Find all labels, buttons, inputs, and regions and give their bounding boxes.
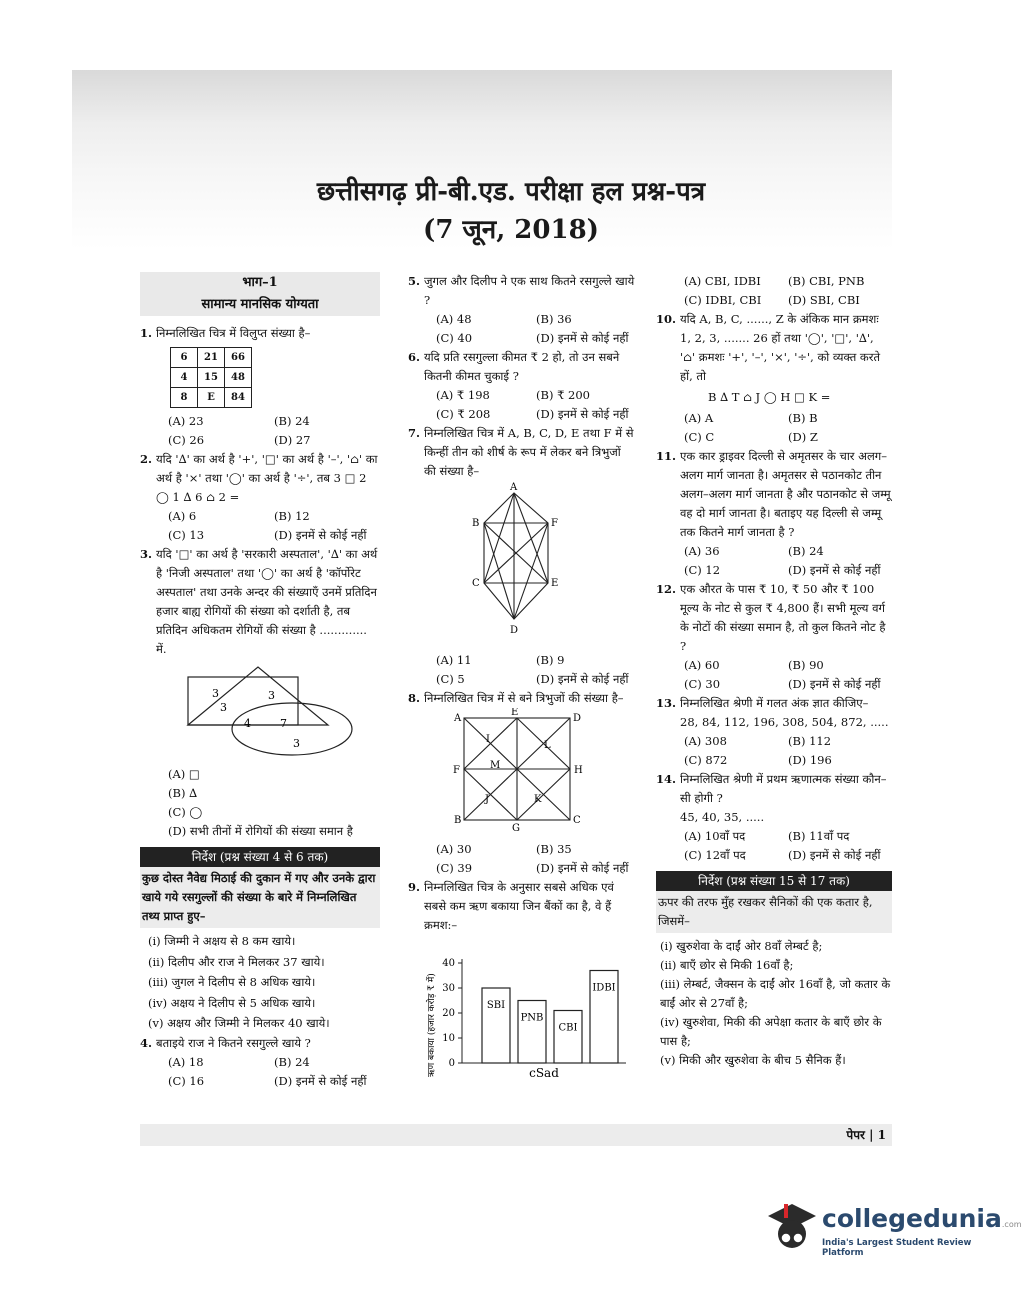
option: (C) 16 <box>168 1073 205 1088</box>
question-text: यदि '∆' का अर्थ है '+', '□' का अर्थ है '–', '⌂' का अर्थ है '×' तथा '◯' का अर्थ है '÷', तब 3 □ 2 ◯ 1 ∆ 6 ⌂ 2 = <box>156 452 378 504</box>
question-number: 3. <box>140 547 153 561</box>
option: (B) ₹ 200 <box>536 388 591 402</box>
question-number: 13. <box>656 696 677 710</box>
option: (C) 39 <box>436 861 473 875</box>
option: (B) 35 <box>536 842 572 856</box>
option: (A) CBI, IDBI <box>684 274 761 288</box>
vertex-label: B <box>472 518 480 529</box>
fact-item: (iii) जुगल ने दिलीप से 8 अधिक खाये। <box>148 975 316 989</box>
option: (A) 18 <box>168 1054 204 1069</box>
chart-x-label: cSad <box>529 1066 559 1080</box>
question-text: निम्नलिखित चित्र में A, B, C, D, E तथा F में से किन्हीं तीन को शीर्ष के रूप में लेकर बने त्रिभुजों की संख्या है– <box>424 426 634 478</box>
option: (A) A <box>684 411 714 425</box>
fact-item: (iii) लेम्बर्ट, जैक्सन के दाईं ओर 16वाँ है, जो कतार के बाईं ओर से 27वाँ है; <box>660 977 891 1010</box>
question-10 <box>656 310 892 386</box>
figure-number: 4 <box>244 717 251 730</box>
q1-number-grid <box>170 347 252 408</box>
option: (B) 24 <box>274 1054 310 1069</box>
question-5 <box>408 272 636 310</box>
facts-list <box>140 931 380 1034</box>
question-text: निम्नलिखित चित्र में विलुप्त संख्या है– <box>156 326 311 340</box>
q5-options <box>408 310 636 348</box>
brand-name <box>822 1204 1022 1233</box>
question-12 <box>656 580 892 656</box>
question-text: निम्नलिखित श्रेणी में गलत अंक ज्ञात कीजिए– <box>680 696 869 710</box>
option: (C) 30 <box>684 677 721 691</box>
direction-header-4-6: निर्देश (प्रश्न संख्या 4 से 6 तक) <box>140 847 380 867</box>
question-text: निम्नलिखित चित्र के अनुसार सबसे अधिक एवं सबसे कम ऋण बकाया जिन बैंकों का है, वे हैं क्रमश:– <box>424 880 614 932</box>
question-text: बताइये राज ने कितने रसगुल्ले खाये ? <box>156 1035 311 1050</box>
point-label: H <box>574 765 583 776</box>
brand-suffix: .com <box>1001 1220 1022 1229</box>
point-label: G <box>512 823 520 834</box>
question-1 <box>140 324 380 343</box>
option: (C) 40 <box>436 331 473 345</box>
fact-item: (i) जिम्मी ने अक्षय से 8 कम खाये। <box>148 934 296 948</box>
q14-options <box>656 827 892 865</box>
grid-cell: 66 <box>225 348 252 368</box>
option: (A) 30 <box>436 842 472 856</box>
q11-options <box>656 542 892 580</box>
section-part: भाग–1 <box>242 275 278 290</box>
option: (B) 9 <box>536 653 565 667</box>
question-8 <box>408 689 636 708</box>
option: (A) ₹ 198 <box>436 388 490 402</box>
question-series: 28, 84, 112, 196, 308, 504, 872, ..... <box>680 715 889 729</box>
point-label: E <box>511 708 519 718</box>
option: (C) 5 <box>436 672 465 686</box>
question-number: 4. <box>140 1035 153 1050</box>
collegedunia-logo <box>760 1196 1022 1260</box>
grid-cell: E <box>198 388 225 408</box>
figure-number: 3 <box>293 737 300 750</box>
option: (A) 60 <box>684 658 720 672</box>
question-text: निम्नलिखित श्रेणी में प्रथम ऋणात्मक संख्या कौन–सी होगी ? <box>680 772 887 805</box>
option: (D) इनमें से कोई नहीं <box>536 672 629 686</box>
question-number: 5. <box>408 274 421 288</box>
option: (B) CBI, PNB <box>788 274 865 288</box>
option: (D) Z <box>788 430 818 444</box>
option: (A) □ <box>168 767 200 781</box>
fact-item: (v) मिकी और खुरुशेवा के बीच 5 सैनिक हैं। <box>660 1053 846 1067</box>
question-text: यदि '□' का अर्थ है 'सरकारी अस्पताल', '∆' का अर्थ है 'निजी अस्पताल' तथा '◯' का अर्थ है 'कॉर्पोरेट अस्पताल' तथा उनके अन्दर की संख्याएँ उनमें प्रतिदिन हजार बाह्य रोगियों की संख्या को दर्शाती है, तब प्रतिदिन अधिकतम रोगियों की संख्या है ............. में. <box>156 547 378 656</box>
vertex-label: D <box>510 625 519 636</box>
page-footer <box>140 1124 892 1146</box>
q6-options <box>408 386 636 424</box>
bar-label: CBI <box>558 1022 578 1034</box>
page-date: (7 जून, 2018) <box>423 215 599 245</box>
point-label: I <box>486 734 490 745</box>
y-tick-label: 40 <box>442 958 455 969</box>
question-number: 6. <box>408 350 421 364</box>
figure-number: 3 <box>220 701 227 714</box>
vertex-label: C <box>472 578 480 589</box>
option: (B) 90 <box>788 658 824 672</box>
column-1 <box>140 272 380 1091</box>
option: (C) C <box>684 430 715 444</box>
question-text: यदि प्रति रसगुल्ला कीमत ₹ 2 हो, तो उन सबने कितनी कीमत चुकाई ? <box>424 350 620 383</box>
question-11 <box>656 447 892 542</box>
direction-text: ऊपर की तरफ मुँह रखकर सैनिकों की एक कतार है, जिसमें– <box>656 891 892 933</box>
option: (D) इनमें से कोई नहीं <box>536 331 629 345</box>
question-text: एक औरत के पास ₹ 10, ₹ 50 और ₹ 100 मूल्य के नोट से कुल ₹ 4,800 हैं। सभी मूल्य वर्ग के नोटों की संख्या समान है, तो कुल कितने नोट है ? <box>680 582 886 653</box>
question-series: 45, 40, 35, ..... <box>680 810 765 824</box>
q8-square-figure <box>408 708 636 834</box>
fact-item: (i) खुरुशेवा के दाईं ओर 8वाँ लेम्बर्ट है; <box>660 939 823 953</box>
option: (D) इनमें से कोई नहीं <box>536 861 629 875</box>
section-header <box>140 272 380 316</box>
figure-number: 3 <box>212 687 219 700</box>
column-3 <box>656 272 892 1070</box>
facts-list <box>656 937 892 1070</box>
option: (C) IDBI, CBI <box>684 293 762 307</box>
option: (D) इनमें से कोई नहीं <box>788 563 881 577</box>
q2-options <box>140 507 380 545</box>
option: (B) 11वाँ पद <box>788 829 850 843</box>
option: (D) इनमें से कोई नहीं <box>274 1073 367 1088</box>
point-label: J <box>485 794 490 805</box>
brand-text: collegedunia <box>822 1204 1002 1233</box>
option: (A) 10वाँ पद <box>684 829 746 843</box>
q12-options <box>656 656 892 694</box>
option: (B) 24 <box>788 544 824 558</box>
fact-item: (ii) बाएँ छोर से मिकी 16वाँ है; <box>660 958 794 972</box>
question-number: 8. <box>408 691 421 705</box>
column-2 <box>408 272 636 1101</box>
q7-options <box>408 651 636 689</box>
option: (C) 872 <box>684 753 728 767</box>
question-text: जुगल और दिलीप ने एक साथ कितने रसगुल्ले खाये ? <box>424 274 635 307</box>
question-number: 11. <box>656 449 677 463</box>
bar-label: SBI <box>486 1000 506 1011</box>
option: (A) 48 <box>436 312 472 326</box>
bar-label: IDBI <box>592 982 616 994</box>
option: (B) 12 <box>274 509 310 523</box>
direction-text: कुछ दोस्त नैवेद्य मिठाई की दुकान में गए और उनके द्वारा खाये गये रसगुल्लों की संख्या के बारे में निम्नलिखित तथ्य प्राप्त हुए– <box>140 867 380 928</box>
grid-cell: 48 <box>225 368 252 388</box>
point-label: C <box>573 815 581 826</box>
option: (A) 6 <box>168 509 197 523</box>
q9-options <box>656 272 892 310</box>
question-9 <box>408 878 636 935</box>
question-number: 7. <box>408 426 421 440</box>
option: (A) 11 <box>436 653 472 667</box>
vertex-label: A <box>510 482 518 493</box>
chart-y-label: ऋण बकाया (हजार करोड़ ₹ में) <box>427 973 437 1077</box>
option: (D) SBI, CBI <box>788 293 860 307</box>
q8-options <box>408 840 636 878</box>
fact-item: (v) अक्षय और जिम्मी ने मिलकर 40 खाये। <box>148 1016 330 1030</box>
question-number: 2. <box>140 452 153 466</box>
direction-header-15-17: निर्देश (प्रश्न संख्या 15 से 17 तक) <box>656 871 892 891</box>
q3-options <box>140 765 380 841</box>
figure-number: 7 <box>280 717 287 730</box>
q10-options <box>656 409 892 447</box>
option: (B) B <box>788 411 818 425</box>
figure-number: 3 <box>268 689 275 702</box>
point-label: A <box>454 713 462 724</box>
y-tick-label: 20 <box>442 1008 455 1019</box>
option: (B) 112 <box>788 734 832 748</box>
question-6 <box>408 348 636 386</box>
grid-cell: 15 <box>198 368 225 388</box>
option: (B) ∆ <box>168 786 198 800</box>
q9-bar-chart <box>408 935 636 1095</box>
vertex-label: F <box>551 518 558 529</box>
option: (D) सभी तीनों में रोगियों की संख्या समान है <box>168 824 353 838</box>
option: (D) इनमें से कोई नहीं <box>788 848 881 862</box>
option: (B) 24 <box>274 414 310 428</box>
grid-cell: 84 <box>225 388 252 408</box>
question-14 <box>656 770 892 827</box>
option: (B) 36 <box>536 312 572 326</box>
grid-cell: 21 <box>198 348 225 368</box>
option: (D) इनमें से कोई नहीं <box>536 407 629 421</box>
fact-item: (iv) अक्षय ने दिलीप से 5 अधिक खाये। <box>148 995 316 1010</box>
fact-item: (ii) दिलीप और राज ने मिलकर 37 खाये। <box>148 954 325 969</box>
option: (D) 196 <box>788 753 832 767</box>
grid-cell: 4 <box>171 368 198 388</box>
point-label: L <box>544 740 551 751</box>
y-tick-label: 10 <box>442 1033 455 1044</box>
option: (C) ₹ 208 <box>436 407 491 421</box>
q1-options <box>140 412 380 450</box>
bar-label: PNB <box>520 1012 544 1024</box>
section-name: सामान्य मानसिक योग्यता <box>201 297 319 312</box>
question-number: 1. <box>140 326 153 340</box>
point-label: D <box>573 713 582 724</box>
question-7 <box>408 424 636 481</box>
question-3 <box>140 545 380 659</box>
question-13 <box>656 694 892 732</box>
option: (A) 23 <box>168 414 204 428</box>
q13-options <box>656 732 892 770</box>
q3-venn-figure <box>140 659 380 759</box>
question-text: निम्नलिखित चित्र में से बने त्रिभुजों की संख्या है– <box>424 691 624 705</box>
option: (A) 36 <box>684 544 720 558</box>
brand-tagline: India's Largest Student Review Platform <box>822 1238 972 1258</box>
option: (D) इनमें से कोई नहीं <box>274 528 367 542</box>
y-tick-label: 30 <box>442 983 455 994</box>
vertex-label: E <box>551 578 559 589</box>
page-title: छत्तीसगढ़ प्री-बी.एड. परीक्षा हल प्रश्न-पत्र <box>316 177 706 207</box>
question-number: 10. <box>656 312 677 326</box>
option: (C) 12 <box>684 563 721 577</box>
page-number: पेपर | 1 <box>846 1128 886 1142</box>
point-label: K <box>534 794 542 805</box>
grid-cell: 6 <box>171 348 198 368</box>
question-4 <box>140 1034 380 1053</box>
y-tick-label: 0 <box>448 1058 455 1069</box>
fact-item: (iv) खुरुशेवा, मिकी की अपेक्षा कतार के बाएँ छोर के पास है; <box>660 1015 882 1048</box>
option: (D) इनमें से कोई नहीं <box>788 677 881 691</box>
point-label: B <box>454 815 462 826</box>
option: (C) 12वाँ पद <box>684 848 746 862</box>
q7-hexagon-figure <box>408 481 636 645</box>
grid-cell: 8 <box>171 388 198 408</box>
point-label: M <box>490 760 501 771</box>
question-text: यदि A, B, C, ......, Z के अंकिक मान क्रमशः 1, 2, 3, ....... 26 हों तथा '◯', '□', '∆', '⌂' क्रमशः '+', '–', '×', '÷', को व्यक्त करते हों, तो <box>680 312 880 383</box>
q4-options <box>140 1053 380 1091</box>
mascot-icon <box>762 1198 820 1256</box>
question-text: एक कार ड्राइवर दिल्ली से अमृतसर के चार अलग–अलग मार्ग जानता है। अमृतसर से पठानकोट तीन अलग–अलग मार्ग जानता है और पठानकोट से जम्मू वह दो मार्ग जानता है। बताइए यह दिल्ली से जम्मू तक कितने मार्ग जानता है ? <box>680 449 891 539</box>
option: (A) 308 <box>684 734 727 748</box>
q10-expression: B ∆ T ⌂ J ◯ H □ K = <box>708 390 831 404</box>
question-number: 9. <box>408 880 421 894</box>
bar-cbi <box>554 1011 582 1064</box>
question-number: 12. <box>656 582 677 596</box>
option: (C) ◯ <box>168 805 203 819</box>
question-2 <box>140 450 380 507</box>
bar-pnb <box>518 1001 546 1064</box>
option: (C) 26 <box>168 433 205 447</box>
point-label: F <box>453 765 460 776</box>
option: (D) 27 <box>274 433 311 447</box>
question-number: 14. <box>656 772 677 786</box>
option: (C) 13 <box>168 528 205 542</box>
